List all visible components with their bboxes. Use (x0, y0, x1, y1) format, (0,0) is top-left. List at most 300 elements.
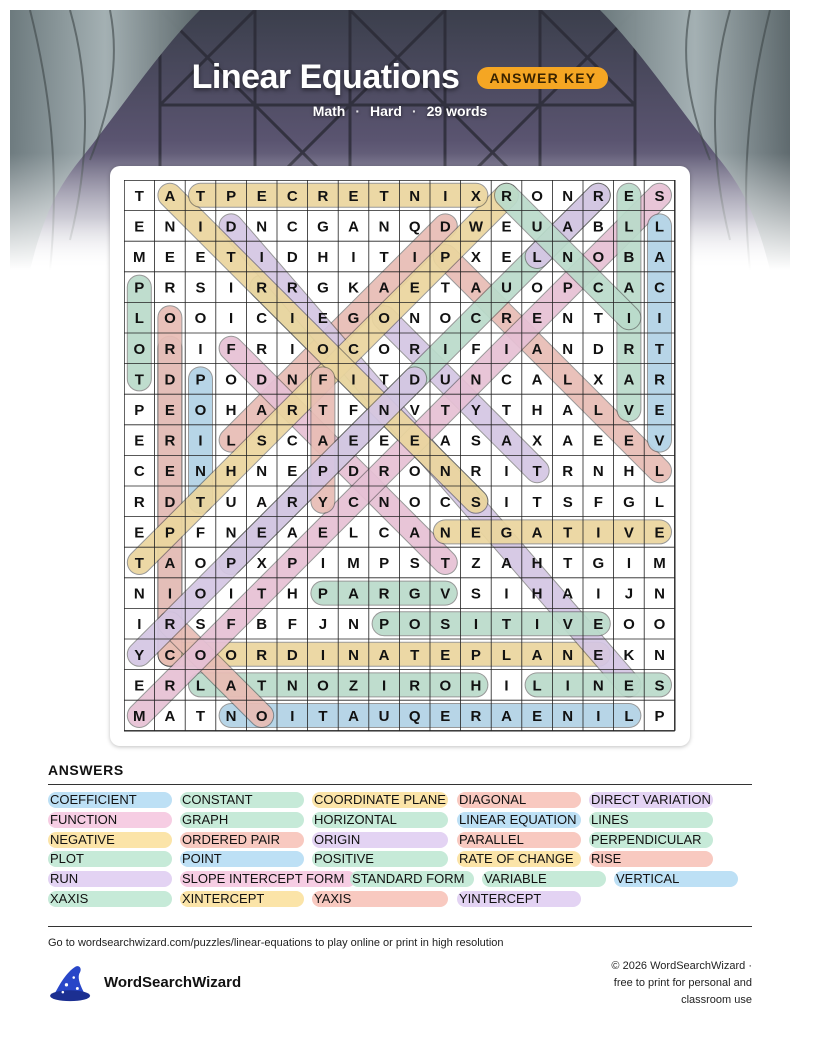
grid-letter: O (408, 463, 421, 481)
subject-label: Math (312, 103, 346, 119)
grid-letter: I (504, 677, 509, 695)
grid-letter: O (194, 585, 207, 603)
answer-key-badge: ANSWER KEY (477, 67, 608, 89)
grid-letter: T (195, 187, 206, 205)
answers-list (48, 792, 768, 912)
grid-letter: T (134, 555, 144, 572)
grid-letter: O (194, 555, 207, 572)
grid-letter: I (137, 616, 142, 634)
grid-letter: E (287, 463, 298, 481)
grid-letter: A (348, 708, 359, 725)
grid-letter: O (317, 340, 329, 358)
answer-word: SLOPE INTERCEPT FORM (180, 871, 356, 887)
grid-letter: C (256, 310, 268, 328)
grid-letter: L (654, 493, 665, 511)
grid-letter: A (409, 524, 421, 542)
grid-letter: E (256, 524, 267, 542)
grid-letter: E (134, 524, 145, 542)
grid-letter: S (195, 616, 206, 634)
title-row (0, 58, 800, 97)
grid-letter: R (592, 187, 604, 205)
grid-letter: R (378, 585, 390, 603)
grid-letter: O (653, 616, 666, 634)
grid-letter: I (596, 708, 601, 725)
grid-letter: E (501, 218, 512, 236)
grid-letter: A (256, 402, 268, 419)
grid-letter: I (290, 708, 295, 725)
grid-letter: I (320, 646, 325, 664)
grid-letter: Z (348, 677, 359, 695)
answer-word: LINES (589, 812, 713, 828)
grid-letter: O (194, 646, 207, 664)
grid-letter: I (167, 585, 172, 603)
grid-letter: R (409, 677, 421, 695)
grid-letter: H (317, 249, 329, 266)
grid-letter: T (318, 402, 328, 419)
grid-letter: R (286, 402, 298, 419)
grid-letter: E (532, 310, 543, 328)
grid-letter: N (348, 646, 359, 664)
answer-word: RISE (589, 851, 713, 867)
grid-letter: D (439, 218, 451, 236)
answer-word: XAXIS (48, 891, 172, 907)
grid-letter: A (348, 218, 359, 236)
grid-letter: E (134, 677, 145, 695)
grid-letter: E (348, 432, 359, 450)
grid-letter: C (592, 279, 604, 297)
answer-word: VERTICAL (614, 871, 738, 887)
grid-letter: R (164, 432, 176, 450)
grid-letter: N (286, 677, 298, 695)
grid-letter: L (532, 677, 542, 695)
grid-letter: E (195, 249, 206, 266)
grid-letter: E (470, 524, 481, 542)
grid-letter: O (194, 402, 207, 419)
grid-letter: T (318, 708, 328, 725)
grid-letter: A (531, 646, 543, 664)
grid-letter: P (287, 555, 298, 572)
word-count-label: 29 words (426, 103, 488, 119)
grid-letter: B (256, 616, 268, 634)
grid-letter: P (226, 555, 237, 572)
grid-letter: E (348, 187, 359, 205)
grid-letter: S (470, 585, 481, 603)
grid-letter: N (256, 463, 268, 481)
grid-letter: S (256, 432, 267, 450)
answer-word: PERPENDICULAR (589, 832, 713, 848)
wizard-hat-icon (46, 963, 96, 1003)
grid-letter: C (286, 187, 298, 205)
brand-name: WordSearchWizard (104, 974, 242, 991)
grid-letter: A (164, 708, 176, 725)
grid-letter: A (470, 279, 482, 297)
grid-letter: R (501, 310, 512, 328)
grid-letter: O (317, 677, 329, 695)
grid-letter: A (501, 432, 512, 450)
grid-letter: N (439, 463, 451, 481)
grid-letter: V (623, 402, 634, 419)
grid-letter: X (470, 249, 481, 266)
grid-letter: E (593, 432, 604, 450)
grid-letter: O (194, 310, 207, 328)
grid-letter: B (592, 218, 604, 236)
grid-letter: C (378, 524, 390, 542)
grid-letter: E (440, 708, 451, 725)
grid-letter: F (471, 340, 481, 358)
grid-letter: I (596, 585, 601, 603)
grid-letter: E (409, 432, 420, 450)
grid-letter: T (532, 493, 542, 511)
grid-letter: N (654, 585, 665, 603)
grid-letter: N (592, 677, 604, 695)
grid-letter: I (504, 493, 509, 511)
answer-word: NEGATIVE (48, 832, 172, 848)
grid-letter: R (501, 187, 512, 205)
grid-letter: D (409, 371, 421, 389)
answer-word: STANDARD FORM (350, 871, 474, 887)
grid-letter: F (226, 616, 236, 634)
grid-letter: I (351, 371, 356, 389)
grid-letter: I (443, 187, 448, 205)
answer-word: HORIZONTAL (312, 812, 448, 828)
grid-letter: A (348, 585, 359, 603)
grid-letter: T (563, 524, 573, 542)
grid-letter: P (654, 708, 665, 725)
grid-letter: N (562, 310, 574, 328)
grid-letter: W (468, 218, 483, 236)
grid-letter: S (654, 187, 665, 205)
grid-letter: P (379, 616, 390, 634)
grid-letter: E (134, 432, 145, 450)
grid-letter: V (562, 616, 573, 634)
grid-letter: A (531, 340, 543, 358)
grid-letter: V (623, 524, 634, 542)
answer-word: RATE OF CHANGE (457, 851, 581, 867)
grid-letter: T (654, 340, 665, 358)
grid-letter: E (623, 432, 634, 450)
answer-word: CONSTANT (180, 792, 304, 808)
grid-letter: E (440, 646, 451, 664)
grid-letter: S (470, 432, 481, 450)
grid-letter: D (164, 371, 176, 389)
grid-letter: I (198, 218, 203, 236)
grid-letter: F (593, 493, 603, 511)
grid-letter: E (317, 310, 328, 328)
grid-letter: P (195, 371, 206, 389)
grid-letter: T (134, 371, 144, 389)
page-title: Linear Equations (191, 58, 460, 96)
grid-letter: T (195, 493, 206, 511)
word-search-grid (124, 180, 676, 732)
grid-letter: I (229, 279, 234, 297)
answer-word: ORIGIN (312, 832, 448, 848)
grid-letter: R (286, 493, 298, 511)
answer-word: LINEAR EQUATION (457, 812, 581, 828)
grid-letter: M (133, 249, 146, 266)
answer-word: PLOT (48, 851, 172, 867)
grid-letter: R (164, 340, 176, 358)
grid-letter: N (133, 585, 145, 603)
grid-letter: H (225, 463, 237, 481)
answer-word: FUNCTION (48, 812, 172, 828)
grid-letter: H (531, 585, 543, 603)
grid-letter: H (531, 402, 543, 419)
grid-letter: N (562, 646, 574, 664)
grid-letter: I (351, 249, 356, 266)
grid-letter: E (501, 249, 512, 266)
grid-letter: A (378, 646, 390, 664)
grid-letter: D (286, 249, 298, 266)
grid-letter: I (657, 310, 662, 328)
puzzle-meta: Math · Hard · 29 words (312, 103, 488, 119)
answers-divider (48, 784, 752, 785)
grid-letter: A (654, 249, 665, 266)
grid-letter: E (134, 218, 145, 236)
grid-letter: P (379, 555, 390, 572)
grid-letter: R (470, 708, 482, 725)
grid-letter: O (378, 310, 390, 328)
grid-letter: I (504, 463, 509, 481)
grid-letter: P (134, 279, 145, 297)
grid-letter: E (623, 677, 634, 695)
grid-letter: A (623, 279, 635, 297)
grid-letter: A (531, 371, 543, 389)
grid-letter: C (286, 432, 298, 450)
grid-letter: D (256, 371, 268, 389)
grid-letter: R (133, 493, 145, 511)
grid-letter: E (164, 249, 175, 266)
footer-divider (48, 926, 752, 927)
grid-letter: Z (471, 555, 481, 572)
answer-word: POINT (180, 851, 304, 867)
grid-letter: L (624, 708, 634, 725)
copyright-line: free to print for personal and (613, 977, 752, 989)
grid-letter: A (439, 432, 451, 450)
grid-letter: X (593, 371, 604, 389)
grid-letter: N (562, 187, 574, 205)
grid-letter: N (654, 646, 665, 664)
grid-letter: R (409, 340, 421, 358)
grid-letter: X (532, 432, 543, 450)
grid-letter: M (133, 708, 146, 725)
grid-letter: P (226, 187, 237, 205)
grid-letter: J (624, 585, 634, 603)
grid-letter: A (286, 524, 298, 542)
grid-letter: V (409, 402, 420, 419)
grid-letter: R (470, 463, 482, 481)
grid-letter: R (164, 616, 176, 634)
grid-letter: T (379, 371, 389, 389)
grid-letter: P (317, 585, 328, 603)
grid-letter: E (593, 616, 604, 634)
grid-letter: E (623, 187, 634, 205)
grid-letter: P (134, 402, 145, 419)
grid-letter: F (195, 524, 206, 542)
grid-letter: G (317, 218, 329, 236)
grid-letter: O (408, 616, 421, 634)
grid-letter: O (531, 279, 543, 297)
grid-letter: O (225, 646, 237, 664)
grid-letter: H (286, 585, 298, 603)
grid-letter: O (439, 310, 452, 328)
grid-letter: S (409, 555, 420, 572)
footer-url-text: Go to wordsearchwizard.com/puzzles/linear-equations to play online or print in high resolution (48, 937, 504, 949)
grid-letter: D (164, 493, 176, 511)
grid-letter: R (562, 463, 574, 481)
grid-letter: A (317, 432, 329, 450)
grid-letter: R (164, 279, 176, 297)
grid-letter: Y (317, 493, 328, 511)
grid-letter: G (408, 585, 421, 603)
grid-letter: T (563, 555, 573, 572)
grid-letter: F (287, 616, 297, 634)
grid-letter: F (226, 340, 236, 358)
grid-letter: A (225, 677, 237, 695)
grid-letter: T (195, 708, 206, 725)
grid-letter: I (443, 340, 448, 358)
grid-letter: O (164, 310, 176, 328)
grid-letter: L (654, 218, 665, 236)
grid-letter: I (198, 340, 203, 358)
grid-letter: T (440, 555, 450, 572)
grid-letter: R (317, 187, 329, 205)
grid-letter: T (379, 187, 389, 205)
grid-letter: B (623, 249, 635, 266)
grid-letter: R (256, 340, 268, 358)
grid-letter: N (470, 371, 482, 389)
grid-letter: A (164, 187, 176, 205)
grid-letter: I (290, 340, 295, 358)
grid-letter: O (133, 340, 146, 358)
answer-word: COORDINATE PLANE (312, 792, 448, 808)
grid-letter: U (501, 279, 512, 297)
grid-letter: R (164, 677, 176, 695)
grid-letter: T (134, 187, 144, 205)
grid-letter: C (439, 493, 451, 511)
grid-letter: I (320, 555, 325, 572)
grid-letter: L (501, 646, 512, 664)
grid-letter: M (653, 555, 666, 572)
grid-letter: C (501, 371, 512, 389)
grid-letter: D (592, 340, 604, 358)
grid-letter: N (164, 218, 176, 236)
grid-letter: L (134, 310, 144, 328)
answer-word: DIRECT VARIATION (589, 792, 713, 808)
grid-letter: R (286, 279, 298, 297)
grid-letter: X (470, 187, 481, 205)
grid-letter: G (623, 493, 635, 511)
grid-letter: N (225, 708, 237, 725)
grid-letter: D (348, 463, 359, 481)
grid-letter: I (626, 310, 631, 328)
grid-letter: A (256, 493, 268, 511)
grid-letter: L (532, 249, 542, 266)
grid-letter: K (623, 646, 635, 664)
grid-letter: R (654, 371, 665, 389)
grid-letter: H (225, 402, 237, 419)
grid-letter: U (225, 493, 237, 511)
grid-letter: N (378, 402, 390, 419)
grid-letter: V (654, 432, 665, 450)
grid-letter: E (593, 646, 604, 664)
grid-letter: I (565, 677, 570, 695)
grid-letter: I (504, 585, 509, 603)
answer-word: YINTERCEPT (457, 891, 581, 907)
grid-letter: N (562, 340, 574, 358)
answers-heading: ANSWERS (48, 762, 124, 778)
grid-letter: D (286, 646, 298, 664)
answer-word: GRAPH (180, 812, 304, 828)
answer-word: DIAGONAL (457, 792, 581, 808)
grid-letter: T (501, 616, 512, 634)
grid-letter: N (378, 493, 390, 511)
grid-letter: S (470, 493, 481, 511)
copyright-line: © 2026 WordSearchWizard · (611, 960, 752, 972)
answer-word: POSITIVE (312, 851, 448, 867)
grid-letter: H (470, 677, 482, 695)
grid-letter: A (562, 402, 574, 419)
grid-letter: N (409, 187, 421, 205)
grid-letter: L (226, 432, 236, 450)
grid-letter: X (256, 555, 267, 572)
grid-letter: C (470, 310, 482, 328)
answer-word: ORDERED PAIR (180, 832, 304, 848)
grid-letter: A (164, 555, 176, 572)
answer-word: VARIABLE (482, 871, 606, 887)
grid-letter: N (562, 249, 574, 266)
grid-letter: A (562, 585, 574, 603)
grid-letter: F (348, 402, 359, 419)
grid-letter: N (256, 218, 268, 236)
answer-word: YAXIS (312, 891, 448, 907)
grid-letter: P (317, 463, 328, 481)
grid-letter: N (409, 310, 421, 328)
grid-letter: T (410, 646, 420, 664)
grid-letter: E (164, 463, 175, 481)
grid-letter: N (195, 463, 206, 481)
grid-letter: T (440, 279, 450, 297)
grid-letter: T (593, 310, 603, 328)
grid-letter: R (623, 340, 635, 358)
grid-letter: N (562, 708, 574, 725)
grid-letter: E (256, 187, 267, 205)
grid-letter: S (440, 616, 451, 634)
answer-word: PARALLEL (457, 832, 581, 848)
grid-letter: T (226, 249, 236, 266)
grid-letter: L (563, 371, 573, 389)
grid-letter: N (225, 524, 237, 542)
grid-letter: O (623, 616, 635, 634)
grid-letter: N (286, 371, 298, 389)
grid-letter: P (440, 249, 451, 266)
grid-letter: C (348, 493, 359, 511)
grid-letter: J (318, 616, 328, 634)
grid-letter: I (198, 432, 203, 450)
grid-letter: S (195, 279, 206, 297)
grid-letter: O (378, 340, 390, 358)
grid-letter: O (408, 493, 421, 511)
grid-letter: A (501, 555, 512, 572)
grid-letter: L (593, 402, 603, 419)
grid-letter: N (439, 524, 451, 542)
grid-letter: E (532, 708, 543, 725)
grid-letter: I (412, 249, 417, 266)
grid-letter: K (348, 279, 359, 297)
grid-letter: E (409, 279, 420, 297)
grid-letter: G (500, 524, 513, 542)
grid-letter: R (256, 646, 268, 664)
grid-letter: O (531, 187, 543, 205)
